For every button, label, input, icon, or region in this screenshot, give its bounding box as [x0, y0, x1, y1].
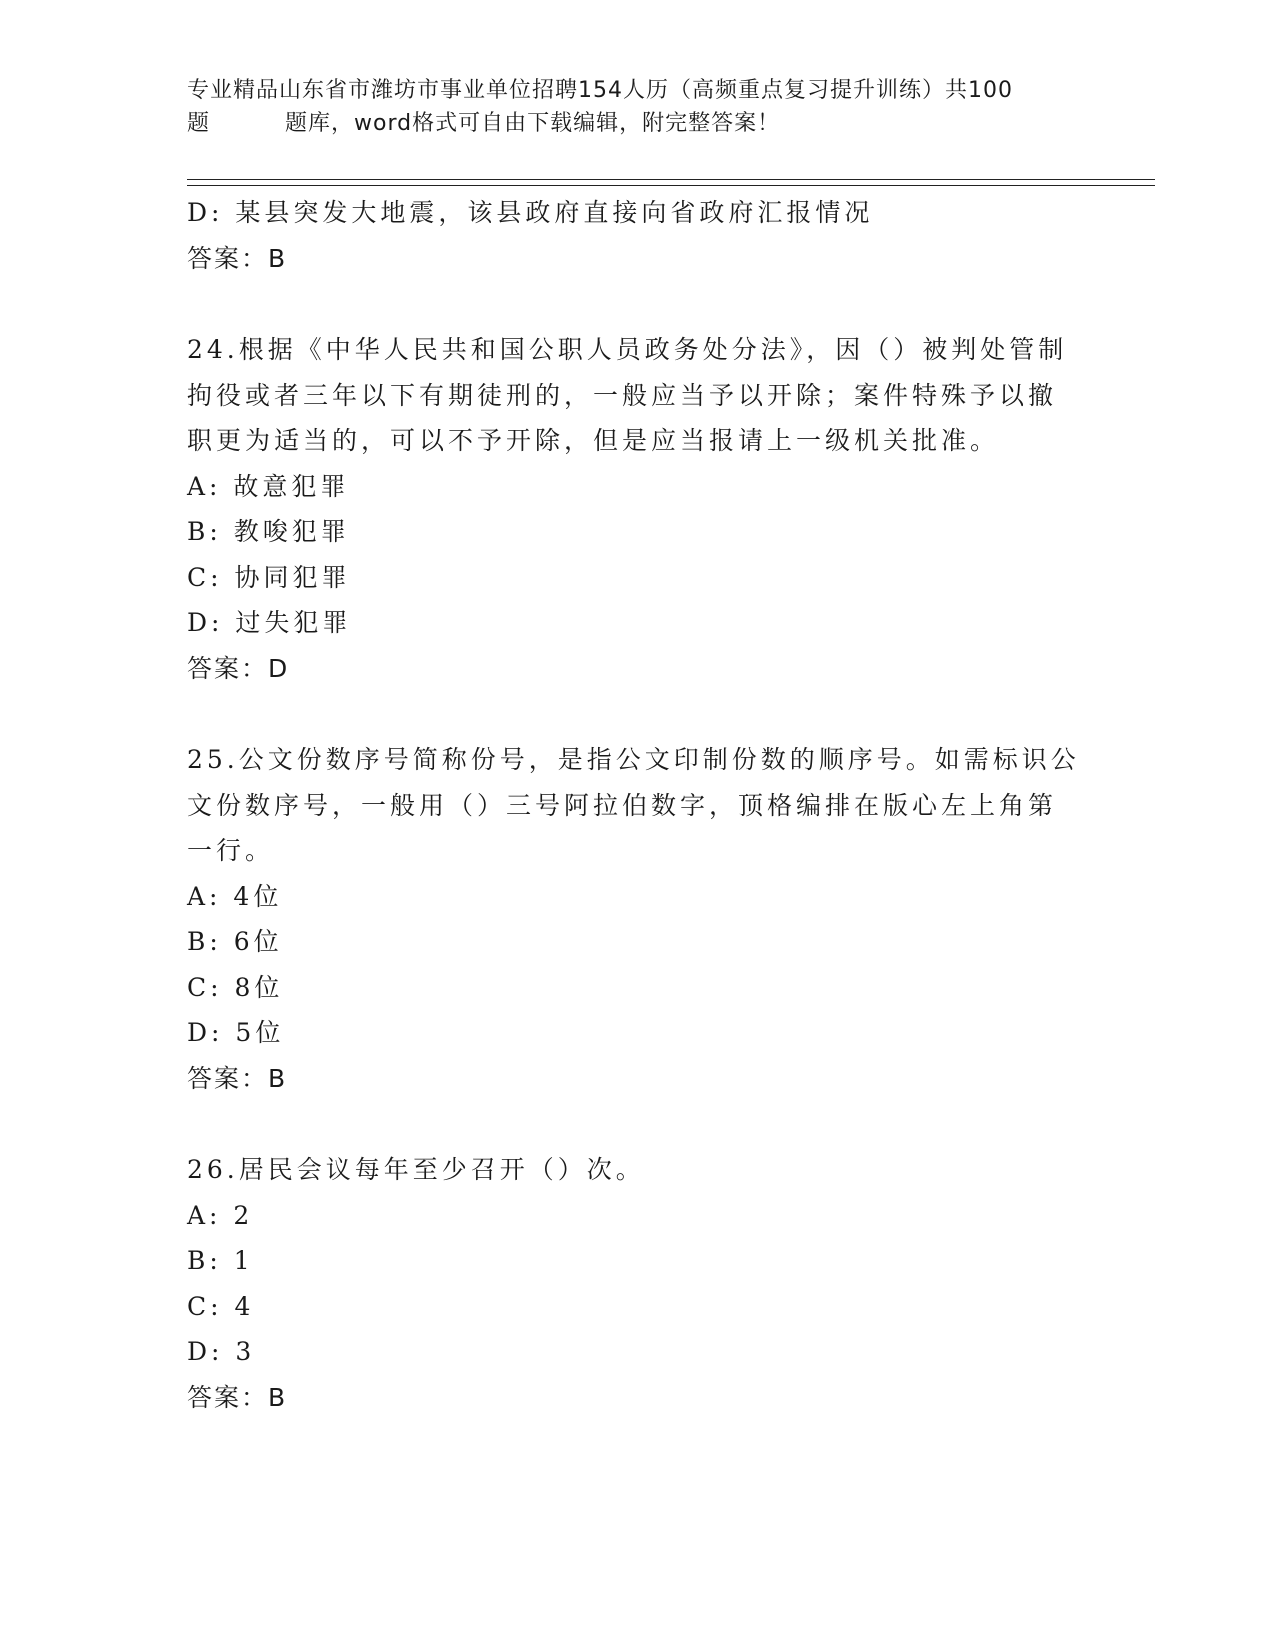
question-text-line: 职更为适当的，可以不予开除，但是应当报请上一级机关批准。	[187, 426, 1000, 455]
question-text-line: 26.居民会议每年至少召开（）次。	[187, 1155, 645, 1184]
spacer	[187, 691, 1087, 737]
option-c: C: 8位	[187, 972, 284, 1002]
option-b: B: 教唆犯罪	[187, 517, 350, 546]
option-d: D: 3	[187, 1337, 256, 1366]
option-c: C: 协同犯罪	[187, 562, 351, 592]
header-title-line-1: 专业精品山东省市潍坊市事业单位招聘154人历（高频重点复习提升训练）共100	[187, 78, 1013, 103]
spacer	[187, 281, 1087, 327]
answer-line: 答案：B	[187, 1382, 288, 1412]
option-b: B: 6位	[187, 927, 283, 956]
option-d: D: 5位	[187, 1018, 285, 1047]
option-d: D: 过失犯罪	[187, 608, 352, 637]
option-c: C: 4	[187, 1291, 255, 1321]
option-a: A: 故意犯罪	[187, 471, 350, 501]
option-a: A: 4位	[187, 881, 283, 911]
question-text-line: 文份数序号，一般用（）三号阿拉伯数字，顶格编排在版心左上角第	[187, 790, 1058, 820]
question-text-line: 24.根据《中华人民共和国公职人员政务处分法》，因（）被判处管制	[187, 335, 1068, 364]
question-text-line: 拘役或者三年以下有期徒刑的，一般应当予以开除；案件特殊予以撤	[187, 380, 1058, 410]
header-title-fragment: 题	[187, 111, 211, 136]
option-a: A: 2	[187, 1200, 254, 1230]
option-b: B: 1	[187, 1246, 254, 1275]
question-text-line: 一行。	[187, 836, 275, 865]
header-title-fragment: 题库，word格式可自由下载编辑，附完整答案！	[285, 111, 781, 136]
page-header	[187, 74, 1087, 140]
answer-line: 答案：D	[187, 653, 290, 683]
option-d: D: 某县突发大地震，该县政府直接向省政府汇报情况	[187, 198, 874, 227]
question-25	[187, 737, 1087, 1101]
question-content	[187, 190, 1087, 1420]
answer-line: 答案：B	[187, 243, 288, 273]
spacer	[187, 1101, 1087, 1147]
header-title-line-2	[187, 107, 1087, 140]
question-text-line: 25.公文份数序号简称份号，是指公文印制份数的顺序号。如需标识公	[187, 745, 1080, 774]
header-divider	[187, 179, 1155, 186]
question-24	[187, 327, 1087, 691]
answer-line: 答案：B	[187, 1063, 288, 1093]
question-26	[187, 1147, 1087, 1420]
